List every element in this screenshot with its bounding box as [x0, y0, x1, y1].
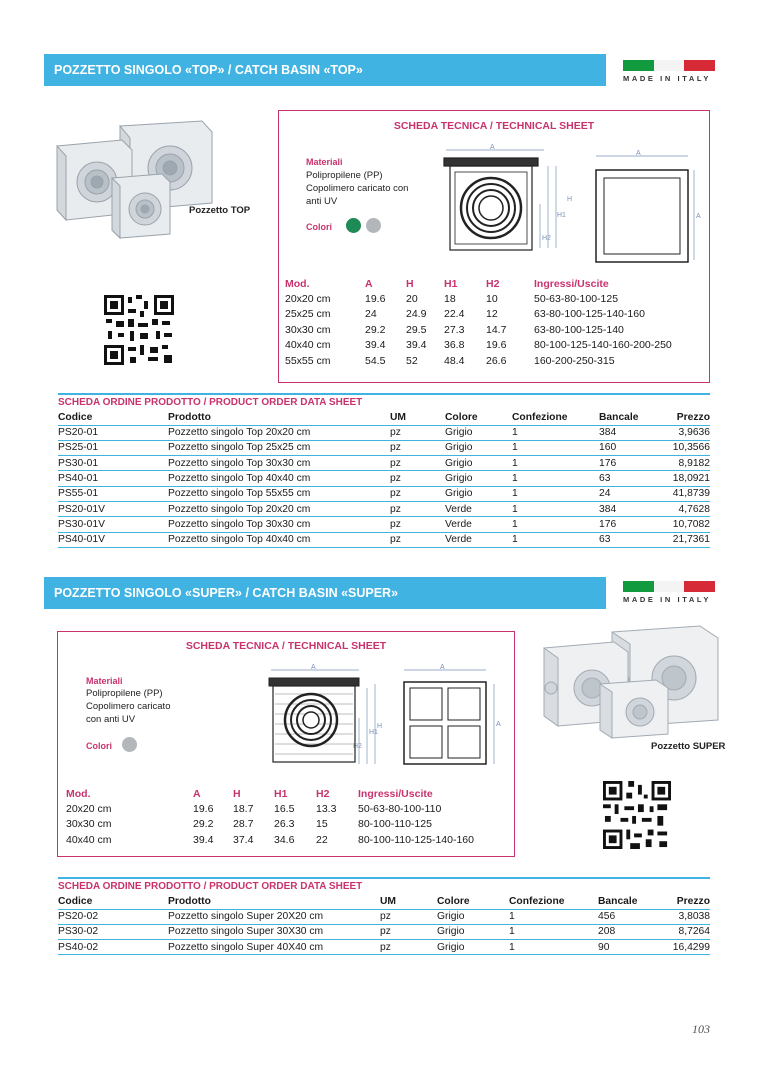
table-cell: 50-63-80-100-125 — [534, 292, 619, 305]
order-row — [58, 501, 710, 516]
table-header-cell: H — [406, 277, 414, 290]
table-cell: 1 — [512, 532, 599, 547]
table-cell: 3,9636 — [657, 425, 710, 440]
table-cell: 13.3 — [316, 802, 337, 815]
table-cell: pz — [390, 471, 445, 486]
super-plan-dim-label-a-side: A — [496, 721, 501, 728]
table-cell: PS40-01V — [58, 532, 168, 547]
table-header-cell: Ingressi/Uscite — [358, 787, 433, 800]
table-cell: 1 — [509, 909, 598, 924]
table-header-cell: H1 — [444, 277, 458, 290]
table-cell: pz — [390, 517, 445, 532]
table-cell: 30x30 cm — [66, 818, 112, 831]
table-cell: 1 — [509, 924, 598, 939]
table-header-cell: Codice — [58, 894, 168, 909]
table-cell: 63 — [599, 532, 657, 547]
table-cell: 28.7 — [233, 818, 254, 831]
super-dim-label-a: A — [311, 664, 316, 671]
table-cell: 1 — [512, 456, 599, 471]
plan-dim-label-a-side: A — [696, 213, 701, 220]
table-cell: PS30-01 — [58, 456, 168, 471]
table-cell: 80-100-125-140-160-200-250 — [534, 339, 672, 352]
product-image-top — [52, 118, 217, 238]
table-cell: 29.2 — [365, 323, 386, 336]
materials-label-top: Materiali — [306, 157, 343, 167]
order-row — [58, 909, 710, 924]
table-cell: 19.6 — [365, 292, 386, 305]
table-header-cell: A — [193, 787, 201, 800]
section-banner-top: POZZETTO SINGOLO «TOP» / CATCH BASIN «TOP» — [44, 54, 606, 86]
table-header-cell: Bancale — [598, 894, 656, 909]
table-cell: 34.6 — [274, 833, 295, 846]
table-cell: Grigio — [445, 486, 512, 501]
table-cell: 39.4 — [193, 833, 214, 846]
table-cell: Pozzetto singolo Top 40x40 cm — [168, 532, 390, 547]
table-cell: PS30-01V — [58, 517, 168, 532]
table-cell: Pozzetto singolo Super 40X40 cm — [168, 940, 380, 955]
spec-row — [285, 322, 705, 338]
table-cell: pz — [390, 501, 445, 516]
table-cell: 50-63-80-100-110 — [358, 802, 442, 815]
table-cell: 160 — [599, 440, 657, 455]
table-cell: 80-100-110-125 — [358, 818, 432, 831]
table-cell: 1 — [512, 486, 599, 501]
technical-sheet-title-top: SCHEDA TECNICA / TECHNICAL SHEET — [393, 120, 595, 132]
qr-code-super — [603, 781, 671, 849]
order-row — [58, 517, 710, 532]
table-cell: 10 — [486, 292, 498, 305]
technical-drawing-plan-super — [400, 664, 504, 772]
color-swatch-grey-super — [122, 737, 137, 752]
table-cell: 208 — [598, 924, 656, 939]
color-swatch-grey — [366, 218, 381, 233]
table-cell: 1 — [512, 425, 599, 440]
table-cell: 54.5 — [365, 354, 386, 367]
table-cell: 90 — [598, 940, 656, 955]
table-cell: PS30-02 — [58, 924, 168, 939]
table-cell: 22.4 — [444, 308, 465, 321]
order-table-super — [58, 877, 710, 955]
table-cell: 26.3 — [274, 818, 295, 831]
table-cell: 12 — [486, 308, 498, 321]
order-table-top — [58, 393, 710, 548]
super-plan-dim-label-a: A — [440, 664, 445, 671]
table-cell: 24 — [599, 486, 657, 501]
product-image-super — [540, 622, 730, 740]
table-header-cell: A — [365, 277, 373, 290]
table-cell: 16.5 — [274, 802, 295, 815]
spec-row — [285, 307, 705, 323]
table-cell: 20x20 cm — [285, 292, 331, 305]
order-row — [58, 486, 710, 501]
table-cell: Pozzetto singolo Top 30x30 cm — [168, 456, 390, 471]
table-cell: 1 — [509, 940, 598, 955]
table-cell: 18,0921 — [657, 471, 710, 486]
table-cell: 1 — [512, 517, 599, 532]
dim-label-a: A — [490, 144, 495, 151]
table-cell: 160-200-250-315 — [534, 354, 615, 367]
table-cell: pz — [390, 486, 445, 501]
table-header-cell: H2 — [486, 277, 500, 290]
table-header-cell: H2 — [316, 787, 330, 800]
table-cell: Verde — [445, 517, 512, 532]
table-cell: 40x40 cm — [285, 339, 331, 352]
table-cell: 4,7628 — [657, 501, 710, 516]
table-cell: PS20-01 — [58, 425, 168, 440]
technical-drawing-front-top — [440, 144, 580, 269]
table-cell: 63-80-100-125-140-160 — [534, 308, 645, 321]
order-row — [58, 532, 710, 547]
table-cell: Verde — [445, 532, 512, 547]
table-cell: 3,8038 — [656, 909, 710, 924]
table-cell: Grigio — [445, 456, 512, 471]
table-cell: Pozzetto singolo Top 55x55 cm — [168, 486, 390, 501]
super-dim-label-h: H — [377, 723, 383, 730]
table-cell: Pozzetto singolo Super 20X20 cm — [168, 909, 380, 924]
order-row — [58, 940, 710, 955]
table-cell: 37.4 — [233, 833, 254, 846]
colors-label-super: Colori — [86, 741, 112, 751]
table-header-cell: Confezione — [512, 410, 599, 425]
table-cell: 18.7 — [233, 802, 254, 815]
technical-drawing-plan-top — [592, 152, 704, 272]
table-cell: 14.7 — [486, 323, 507, 336]
product-label-top: Pozzetto TOP — [189, 205, 251, 216]
table-cell: 8,7264 — [656, 924, 710, 939]
table-cell: Pozzetto singolo Top 20x20 cm — [168, 501, 390, 516]
table-cell: 52 — [406, 354, 418, 367]
materials-label-super: Materiali — [86, 676, 123, 686]
table-cell: pz — [380, 909, 437, 924]
table-header-cell: Prodotto — [168, 410, 390, 425]
table-cell: 18 — [444, 292, 456, 305]
table-header-cell: UM — [380, 894, 437, 909]
table-cell: 384 — [599, 501, 657, 516]
dim-label-h1: H1 — [557, 212, 566, 219]
table-cell: 39.4 — [365, 339, 386, 352]
table-header-cell: UM — [390, 410, 445, 425]
table-cell: 10,3566 — [657, 440, 710, 455]
table-cell: 27.3 — [444, 323, 465, 336]
table-header-cell: Mod. — [66, 787, 91, 800]
table-cell: pz — [380, 924, 437, 939]
table-cell: 20x20 cm — [66, 802, 112, 815]
table-cell: pz — [390, 456, 445, 471]
technical-sheet-title-super: SCHEDA TECNICA / TECHNICAL SHEET — [185, 640, 387, 652]
table-header-cell: Mod. — [285, 277, 310, 290]
table-cell: 41,8739 — [657, 486, 710, 501]
table-cell: 80-100-110-125-140-160 — [358, 833, 474, 846]
table-cell: 384 — [599, 425, 657, 440]
table-cell: 36.8 — [444, 339, 465, 352]
table-header-cell: Bancale — [599, 410, 657, 425]
made-in-italy-flag-2 — [623, 581, 715, 604]
table-cell: 176 — [599, 456, 657, 471]
table-cell: 25x25 cm — [285, 308, 331, 321]
table-cell: PS55-01 — [58, 486, 168, 501]
table-cell: 39.4 — [406, 339, 427, 352]
table-header-cell: Ingressi/Uscite — [534, 277, 609, 290]
spec-row — [285, 338, 705, 354]
table-cell: Pozzetto singolo Top 25x25 cm — [168, 440, 390, 455]
table-cell: Grigio — [445, 471, 512, 486]
table-header-cell: Prezzo — [656, 894, 710, 909]
table-cell: 1 — [512, 440, 599, 455]
table-cell: 10,7082 — [657, 517, 710, 532]
table-cell: Pozzetto singolo Super 30X30 cm — [168, 924, 380, 939]
order-row — [58, 456, 710, 471]
table-cell: 30x30 cm — [285, 323, 331, 336]
table-cell: 29.2 — [193, 818, 214, 831]
order-row — [58, 924, 710, 939]
table-cell: 16,4299 — [656, 940, 710, 955]
made-in-italy-text-2: MADE IN ITALY — [623, 595, 711, 604]
made-in-italy-text: MADE IN ITALY — [623, 74, 711, 83]
table-cell: 48.4 — [444, 354, 465, 367]
table-cell: 456 — [598, 909, 656, 924]
technical-drawing-front-super — [265, 664, 390, 772]
table-header-cell: Confezione — [509, 894, 598, 909]
table-header-cell: Codice — [58, 410, 168, 425]
page-number: 103 — [692, 1022, 710, 1036]
table-cell: pz — [390, 425, 445, 440]
table-cell: pz — [390, 532, 445, 547]
table-cell: Pozzetto singolo Top 20x20 cm — [168, 425, 390, 440]
materials-text-super: Polipropilene (PP) Copolimero caricato con anti UV — [86, 688, 171, 725]
table-cell: PS25-01 — [58, 440, 168, 455]
table-cell: 26.6 — [486, 354, 507, 367]
table-cell: Verde — [445, 501, 512, 516]
table-cell: PS40-02 — [58, 940, 168, 955]
table-cell: pz — [380, 940, 437, 955]
colors-label-top: Colori — [306, 222, 332, 232]
spec-row — [66, 832, 506, 848]
table-cell: PS40-01 — [58, 471, 168, 486]
table-cell: 176 — [599, 517, 657, 532]
table-cell: 24 — [365, 308, 377, 321]
spec-header-row — [285, 276, 705, 291]
spec-row — [66, 817, 506, 833]
order-title-super: SCHEDA ORDINE PRODOTTO / PRODUCT ORDER DATA SHEET — [58, 877, 710, 894]
table-cell: 24.9 — [406, 308, 427, 321]
table-cell: Pozzetto singolo Top 30x30 cm — [168, 517, 390, 532]
table-cell: Grigio — [445, 440, 512, 455]
table-cell: 29.5 — [406, 323, 427, 336]
plan-dim-label-a: A — [636, 150, 641, 157]
table-header-cell: H1 — [274, 787, 288, 800]
order-row — [58, 471, 710, 486]
color-swatch-green — [346, 218, 361, 233]
table-cell: Grigio — [437, 924, 509, 939]
spec-row — [66, 801, 506, 817]
order-title-top: SCHEDA ORDINE PRODOTTO / PRODUCT ORDER DATA SHEET — [58, 393, 710, 410]
spec-table-super — [66, 786, 506, 848]
table-cell: 21,7361 — [657, 532, 710, 547]
materials-text-top: Polipropilene (PP) Copolimero caricato con anti UV — [306, 170, 409, 207]
super-dim-label-h2: H2 — [353, 743, 362, 750]
order-header-row — [58, 894, 710, 909]
spec-row — [285, 353, 705, 369]
section-banner-super: POZZETTO SINGOLO «SUPER» / CATCH BASIN «SUPER» — [44, 577, 606, 609]
table-header-cell: Prodotto — [168, 894, 380, 909]
qr-code-top — [104, 295, 174, 365]
table-cell: PS20-02 — [58, 909, 168, 924]
table-cell: Grigio — [445, 425, 512, 440]
table-cell: 8,9182 — [657, 456, 710, 471]
order-header-row — [58, 410, 710, 425]
table-cell: Pozzetto singolo Top 40x40 cm — [168, 471, 390, 486]
table-header-cell: Colore — [445, 410, 512, 425]
table-cell: Grigio — [437, 909, 509, 924]
order-row — [58, 440, 710, 455]
product-label-super: Pozzetto SUPER — [651, 741, 726, 752]
table-cell: 40x40 cm — [66, 833, 112, 846]
table-cell: 15 — [316, 818, 328, 831]
table-header-cell: Prezzo — [657, 410, 710, 425]
table-cell: 1 — [512, 471, 599, 486]
table-cell: 22 — [316, 833, 328, 846]
table-cell: 20 — [406, 292, 418, 305]
super-dim-label-h1: H1 — [369, 729, 378, 736]
table-cell: 19.6 — [486, 339, 507, 352]
table-cell: Grigio — [437, 940, 509, 955]
table-header-cell: H — [233, 787, 241, 800]
table-cell: 19.6 — [193, 802, 214, 815]
spec-table-top — [285, 276, 705, 369]
spec-row — [285, 291, 705, 307]
dim-label-h2: H2 — [542, 235, 551, 242]
table-cell: 63 — [599, 471, 657, 486]
table-cell: 1 — [512, 501, 599, 516]
table-cell: PS20-01V — [58, 501, 168, 516]
order-row — [58, 425, 710, 440]
table-header-cell: Colore — [437, 894, 509, 909]
dim-label-h: H — [567, 196, 573, 203]
table-cell: 63-80-100-125-140 — [534, 323, 624, 336]
made-in-italy-flag — [623, 60, 715, 83]
spec-header-row — [66, 786, 506, 801]
table-cell: 55x55 cm — [285, 354, 331, 367]
table-cell: pz — [390, 440, 445, 455]
